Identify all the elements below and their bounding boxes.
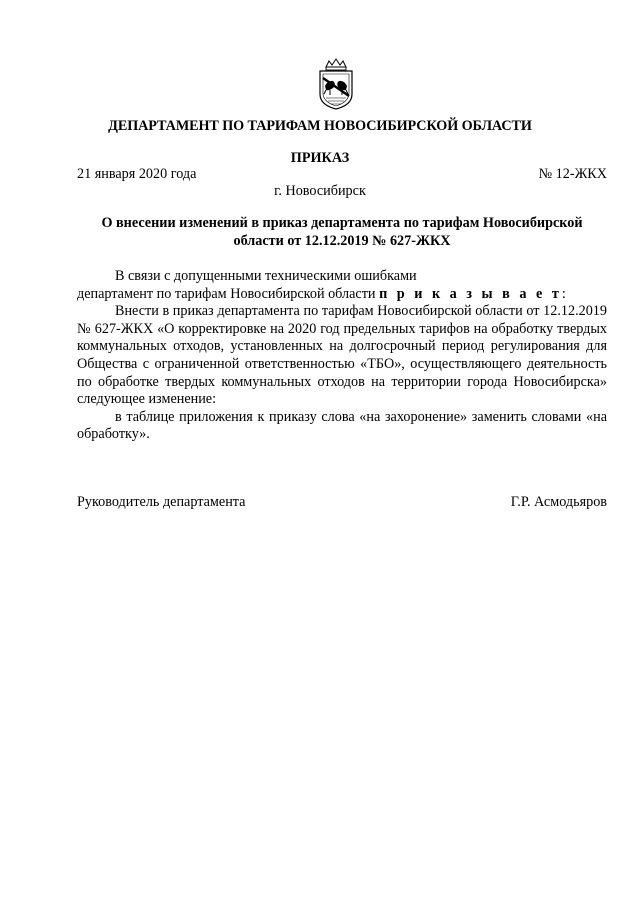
body-paragraph-1-line-2 (77, 286, 607, 304)
document-number: № 12-ЖКХ (538, 166, 607, 182)
subject-line-2: области от 12.12.2019 № 627-ЖКХ (233, 233, 451, 249)
department-title: ДЕПАРТАМЕНТ ПО ТАРИФАМ НОВОСИБИРСКОЙ ОБЛАСТИ (108, 118, 532, 134)
body-paragraph-1-line-1: В связи с допущенными техническими ошибками (115, 268, 417, 284)
body-paragraph-1-text: департамент по тарифам Новосибирской области (77, 285, 376, 302)
document-date: 21 января 2020 года (77, 166, 197, 182)
signer-title: Руководитель департамента (77, 494, 246, 510)
document-city: г. Новосибирск (274, 183, 366, 199)
coat-of-arms-icon (316, 58, 356, 110)
document-body (77, 268, 607, 444)
orders-colon: : (561, 285, 566, 302)
signer-name: Г.Р. Асмодьяров (510, 494, 607, 510)
body-paragraph-3: в таблице приложения к приказу слова «на захоронение» заменить словами «на обработку». (77, 408, 607, 443)
body-paragraph-2: Внести в приказ департамента по тарифам Новосибирской области от 12.12.2019 № 627-ЖКХ «О корректировке на 2020 год предельных тарифов на обработку твердых коммунальных отходов, установленных на долгосрочный период регулирования для Общества с ограниченной ответственностью «ТБО», осуществляющего деятельность по обработке твердых коммунальных отходов на территории города Новосибирска» следующее изменение: (77, 303, 607, 408)
subject-line-1: О внесении изменений в приказ департамента по тарифам Новосибирской (101, 215, 583, 231)
document-type: ПРИКАЗ (290, 150, 350, 166)
orders-word: п р и к а з ы в а е т (379, 285, 562, 302)
document-subject (77, 214, 607, 250)
